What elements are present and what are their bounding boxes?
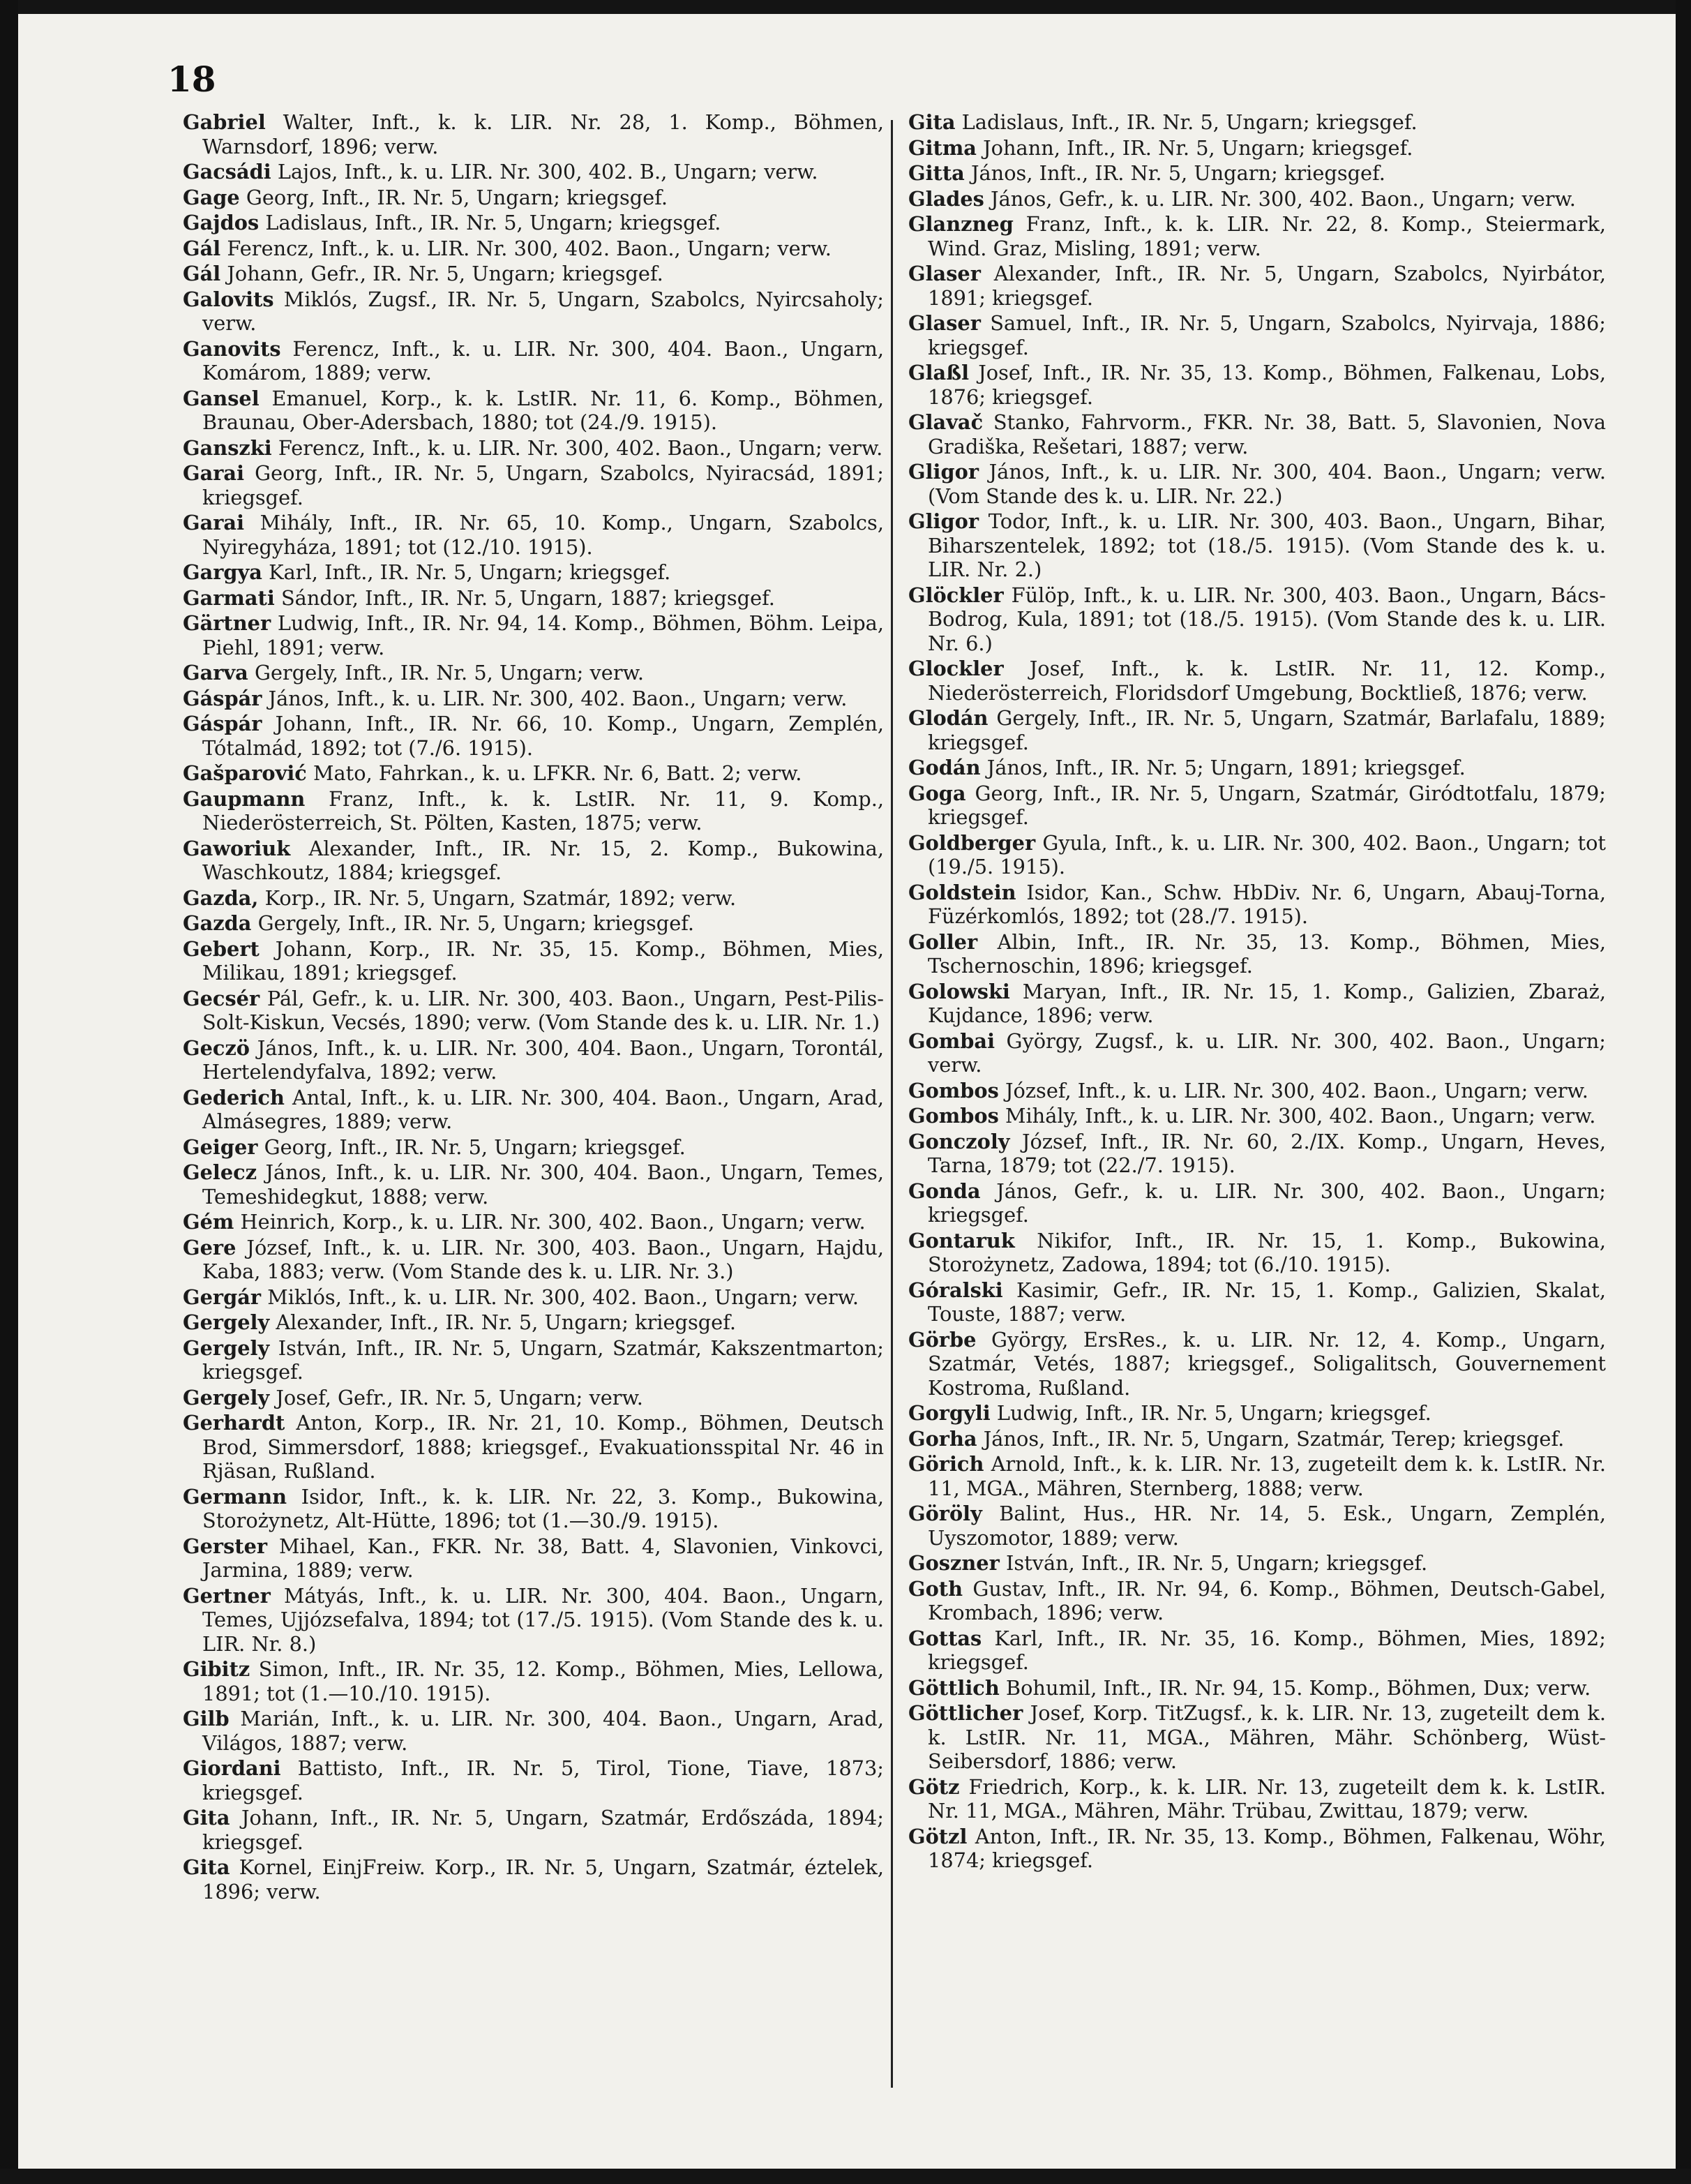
entry-surname: Gorha (908, 1426, 977, 1451)
entry-surname: Golowski (908, 979, 1010, 1003)
entry-surname: Gilb (183, 1707, 230, 1730)
entry-details: Miklós, Inft., k. u. LIR. Nr. 300, 402. Baon., Ungarn; verw. (267, 1285, 859, 1309)
entry-surname: Giordani (183, 1756, 281, 1780)
roster-entry (183, 787, 884, 835)
entry-details: Karl, Inft., IR. Nr. 5, Ungarn; kriegsgef. (269, 560, 671, 584)
right-column (908, 110, 1606, 1874)
entry-details: Isidor, Kan., Schw. HbDiv. Nr. 6, Ungarn, Abauj-Torna, Füzérkomlós, 1892; tot (28./7. 1915). (928, 880, 1606, 928)
entry-surname: Gál (183, 236, 221, 260)
entry-details: Maryan, Inft., IR. Nr. 15, 1. Komp., Galizien, Zbaraż, Kujdance, 1896; verw. (928, 979, 1606, 1027)
entry-details: János, Inft., IR. Nr. 5, Ungarn, Szatmár, Terep; kriegsgef. (983, 1426, 1565, 1451)
roster-entry (908, 187, 1606, 211)
roster-entry (908, 1130, 1606, 1178)
entry-surname: Goldstein (908, 880, 1016, 904)
entry-surname: Glavač (908, 410, 984, 434)
entry-surname: Gombos (908, 1078, 999, 1102)
roster-entry (908, 706, 1606, 754)
entry-details: Johann, Inft., IR. Nr. 5, Ungarn, Szatmár, Erdőszáda, 1894; kriegsgef. (202, 1806, 884, 1854)
entry-surname: Goldberger (908, 830, 1036, 855)
roster-entry (183, 1806, 884, 1854)
roster-entry (183, 262, 884, 286)
entry-surname: Gligor (908, 509, 979, 533)
entry-details: Korp., IR. Nr. 5, Ungarn, Szatmár, 1892; verw. (264, 885, 737, 910)
entry-details: Ferencz, Inft., k. u. LIR. Nr. 300, 402. Baon., Ungarn; verw. (278, 435, 883, 460)
entry-details: Alexander, Inft., IR. Nr. 15, 2. Komp., Bukowina, Waschkoutz, 1884; kriegsgef. (202, 836, 885, 884)
roster-entry (183, 1160, 884, 1209)
roster-entry (908, 410, 1606, 458)
entry-surname: Geczö (183, 1035, 250, 1060)
entry-details: Pál, Gefr., k. u. LIR. Nr. 300, 403. Baon., Ungarn, Pest-Pilis-Solt-Kiskun, Vecsés, 1890; verw. (Vom Stande des k. u. LIR. Nr. 1.) (202, 986, 885, 1034)
roster-entry (908, 831, 1606, 879)
entry-details: Karl, Inft., IR. Nr. 35, 16. Komp., Böhmen, Mies, 1892; kriegsgef. (928, 1626, 1607, 1674)
entry-surname: Glades (908, 186, 984, 211)
entry-surname: Ganszki (183, 435, 272, 460)
entry-surname: Glodán (908, 706, 989, 730)
entry-surname: Gitta (908, 161, 965, 185)
entry-details: Gergely, Inft., IR. Nr. 5, Ungarn; kriegsgef. (257, 911, 695, 935)
roster-entry (183, 1756, 884, 1804)
roster-entry (183, 1584, 884, 1656)
scan-border-bottom (0, 2169, 1691, 2184)
roster-entry (183, 687, 884, 711)
entry-details: Gergely, Inft., IR. Nr. 5, Ungarn; verw. (254, 661, 644, 685)
roster-entry (183, 987, 884, 1035)
entry-surname: Glöckler (908, 583, 1004, 607)
entry-details: Alexander, Inft., IR. Nr. 5, Ungarn; kriegsgef. (276, 1310, 737, 1334)
entry-surname: Gontaruk (908, 1228, 1015, 1252)
roster-entry (183, 712, 884, 760)
entry-surname: Gombos (908, 1104, 999, 1128)
entry-surname: Gaupmann (183, 786, 306, 811)
entry-surname: Görbe (908, 1327, 977, 1352)
entry-details: Johann, Gefr., IR. Nr. 5, Ungarn; kriegsgef. (227, 262, 663, 285)
roster-entry (183, 511, 884, 559)
roster-entry (183, 1707, 884, 1755)
roster-entry (908, 980, 1606, 1028)
entry-details: Marián, Inft., k. u. LIR. Nr. 300, 404. Baon., Ungarn, Arad, Világos, 1887; verw. (202, 1707, 884, 1755)
roster-entry (908, 110, 1606, 135)
roster-entry (908, 161, 1606, 186)
entry-surname: Gita (183, 1806, 230, 1830)
entry-surname: Gerhardt (183, 1411, 285, 1435)
entry-details: Georg, Inft., IR. Nr. 5, Ungarn; kriegsgef. (264, 1135, 686, 1159)
entry-details: János, Inft., k. u. LIR. Nr. 300, 404. Baon., Ungarn, Temes, Temeshidegkut, 1888; verw. (202, 1160, 884, 1209)
entry-details: Anton, Korp., IR. Nr. 21, 10. Komp., Böhmen, Deutsch Brod, Simmersdorf, 1888; kriegsgef., Evakuationsspital Nr. 46 in Rjäsan, Rußland. (202, 1411, 884, 1483)
roster-entry (183, 1336, 884, 1384)
roster-entry (908, 1577, 1606, 1625)
entry-details: Gergely, Inft., IR. Nr. 5, Ungarn, Szatmár, Barlafalu, 1889; kriegsgef. (928, 706, 1606, 754)
entry-surname: Gibitz (183, 1657, 250, 1681)
entry-surname: Godán (908, 756, 981, 779)
entry-surname: Göröly (908, 1502, 982, 1525)
entry-details: János, Gefr., k. u. LIR. Nr. 300, 402. Baon., Ungarn; kriegsgef. (928, 1179, 1606, 1227)
entry-surname: Gergely (183, 1385, 270, 1409)
roster-entry (908, 509, 1606, 582)
entry-details: János, Inft., k. u. LIR. Nr. 300, 402. Baon., Ungarn; verw. (268, 686, 848, 710)
entry-details: Franz, Inft., k. k. LIR. Nr. 22, 8. Komp., Steiermark, Wind. Graz, Misling, 1891; verw. (928, 212, 1606, 260)
entry-surname: Gergely (183, 1336, 270, 1360)
entry-details: István, Inft., IR. Nr. 5, Ungarn; kriegsgef. (1005, 1551, 1428, 1575)
roster-entry (908, 756, 1606, 780)
entry-surname: Ganovits (183, 336, 281, 361)
entry-surname: Gansel (183, 386, 260, 410)
entry-details: Josef, Korp. TitZugsf., k. k. LIR. Nr. 13, zugeteilt dem k. k. LstIR. Nr. 11, MGA., Mähren, Mähr. Schönberg, Wüst-Seibersdorf, 1886; verw. (928, 1701, 1606, 1773)
entry-surname: Götzl (908, 1824, 968, 1848)
entry-details: Heinrich, Korp., k. u. LIR. Nr. 300, 402. Baon., Ungarn; verw. (240, 1210, 866, 1234)
roster-entry (908, 212, 1606, 260)
entry-surname: Gajdos (183, 211, 260, 234)
entry-surname: Gere (183, 1235, 236, 1259)
roster-entry (183, 1236, 884, 1284)
roster-entry (908, 1278, 1606, 1326)
roster-entry (908, 657, 1606, 705)
entry-surname: Gebert (183, 936, 260, 961)
roster-entry (183, 1310, 884, 1335)
entry-details: Lajos, Inft., k. u. LIR. Nr. 300, 402. B., Ungarn; verw. (277, 160, 818, 184)
entry-surname: Gorgyli (908, 1401, 991, 1425)
entry-details: Mato, Fahrkan., k. u. LFKR. Nr. 6, Batt. 2; verw. (313, 761, 802, 785)
entry-details: Alexander, Inft., IR. Nr. 5, Ungarn, Szabolcs, Nyirbátor, 1891; kriegsgef. (928, 262, 1606, 310)
roster-entry (908, 1229, 1606, 1277)
entry-surname: Goth (908, 1576, 963, 1601)
roster-entry (183, 436, 884, 461)
entry-details: János, Inft., k. u. LIR. Nr. 300, 404. Baon., Ungarn, Torontál, Hertelendyfalva, 1892; verw. (202, 1035, 884, 1084)
roster-entry (183, 886, 884, 911)
entry-details: Todor, Inft., k. u. LIR. Nr. 300, 403. Baon., Ungarn, Bihar, Biharszentelek, 1892; tot (18./5. 1915). (Vom Stande des k. u. LIR. Nr. 2.) (928, 509, 1607, 581)
entry-surname: Gita (183, 1855, 230, 1879)
entry-details: Gustav, Inft., IR. Nr. 94, 6. Komp., Böhmen, Deutsch-Gabel, Krombach, 1896; verw. (928, 1576, 1606, 1624)
entry-surname: Gombai (908, 1029, 995, 1053)
entry-surname: Gage (183, 185, 240, 209)
roster-entry (908, 781, 1606, 830)
roster-entry (908, 1079, 1606, 1103)
entry-details: Georg, Inft., IR. Nr. 5, Ungarn, Szatmár, Giródtotfalu, 1879; kriegsgef. (928, 781, 1606, 829)
roster-entry (183, 911, 884, 936)
roster-entry (908, 1029, 1606, 1077)
entry-surname: Gáspár (183, 712, 262, 735)
entry-surname: Gligor (908, 460, 979, 484)
entry-details: Mihály, Inft., IR. Nr. 65, 10. Komp., Ungarn, Szabolcs, Nyiregyháza, 1891; tot (12./10. 1915). (202, 511, 884, 559)
roster-entry (183, 761, 884, 786)
roster-entry (183, 560, 884, 585)
entry-surname: Gašparović (183, 761, 307, 785)
entry-surname: Gergár (183, 1285, 262, 1309)
roster-entry (183, 237, 884, 261)
entry-details: Johann, Korp., IR. Nr. 35, 15. Komp., Böhmen, Mies, Milikau, 1891; kriegsgef. (202, 936, 884, 985)
entry-details: Josef, Inft., IR. Nr. 35, 13. Komp., Böhmen, Falkenau, Lobs, 1876; kriegsgef. (928, 361, 1606, 409)
roster-entry (183, 287, 884, 336)
roster-entry (908, 136, 1606, 160)
entry-surname: Glanzneg (908, 212, 1014, 236)
entry-details: Josef, Gefr., IR. Nr. 5, Ungarn; verw. (276, 1385, 643, 1409)
entry-details: Johann, Inft., IR. Nr. 66, 10. Komp., Ungarn, Zemplén, Tótalmád, 1892; tot (7./6. 1915). (202, 712, 885, 760)
entry-details: József, Inft., IR. Nr. 60, 2./IX. Komp., Ungarn, Heves, Tarna, 1879; tot (22./7. 1915). (928, 1129, 1606, 1177)
roster-entry (908, 1401, 1606, 1426)
roster-entry (183, 1411, 884, 1483)
roster-entry (908, 930, 1606, 978)
roster-entry (908, 1825, 1606, 1873)
entry-details: Franz, Inft., k. k. LstIR. Nr. 11, 9. Komp., Niederösterreich, St. Pölten, Kasten, 1875; verw. (202, 786, 885, 835)
entry-surname: Gazda (183, 911, 252, 935)
entry-surname: Glaßl (908, 361, 970, 384)
entry-details: Sándor, Inft., IR. Nr. 5, Ungarn, 1887; kriegsgef. (280, 585, 775, 610)
roster-entry (183, 1485, 884, 1533)
roster-entry (908, 1775, 1606, 1823)
entry-details: Ladislaus, Inft., IR. Nr. 5, Ungarn; kriegsgef. (961, 110, 1418, 134)
entry-surname: Garai (183, 461, 245, 485)
roster-entry (908, 361, 1606, 409)
entry-details: Ferencz, Inft., k. u. LIR. Nr. 300, 402. Baon., Ungarn; verw. (227, 236, 832, 260)
entry-surname: Galovits (183, 287, 274, 311)
entry-details: Samuel, Inft., IR. Nr. 5, Ungarn, Szabolcs, Nyirvaja, 1886; kriegsgef. (928, 311, 1607, 359)
entry-surname: Gacsádi (183, 160, 271, 184)
entry-surname: Gitma (908, 135, 977, 160)
entry-surname: Garva (183, 661, 248, 685)
entry-surname: Gazda, (183, 885, 259, 910)
roster-entry (908, 460, 1606, 508)
entry-surname: Gertner (183, 1583, 271, 1608)
page-number: 18 (167, 59, 216, 100)
roster-entry (908, 1701, 1606, 1774)
entry-details: Mihály, Inft., k. u. LIR. Nr. 300, 402. Baon., Ungarn; verw. (1005, 1104, 1596, 1128)
entry-details: János, Gefr., k. u. LIR. Nr. 300, 402. Baon., Ungarn; verw. (991, 186, 1576, 211)
entry-details: Isidor, Inft., k. k. LIR. Nr. 22, 3. Komp., Bukowina, Storożynetz, Alt-Hütte, 1896; tot (1.—30./9. 1915). (202, 1484, 884, 1532)
roster-entry (908, 1452, 1606, 1500)
scan-border-right (1676, 0, 1691, 2184)
roster-entry (183, 1135, 884, 1160)
entry-surname: Gederich (183, 1085, 285, 1109)
roster-entry (908, 1427, 1606, 1451)
roster-entry (183, 661, 884, 685)
entry-details: Ludwig, Inft., IR. Nr. 5, Ungarn; kriegsgef. (996, 1401, 1431, 1425)
entry-details: János, Inft., IR. Nr. 5, Ungarn; kriegsgef. (970, 161, 1385, 185)
entry-details: János, Inft., k. u. LIR. Nr. 300, 404. Baon., Ungarn; verw. (Vom Stande des k. u. LIR. Nr. 22.) (928, 460, 1606, 508)
entry-details: György, ErsRes., k. u. LIR. Nr. 12, 4. Komp., Ungarn, Szatmár, Vetés, 1887; kriegsgef., Soligalitsch, Gouvernement Kostroma, Rußland. (928, 1327, 1606, 1400)
entry-details: Ludwig, Inft., IR. Nr. 94, 14. Komp., Böhmen, Böhm. Leipa, Piehl, 1891; verw. (202, 611, 884, 659)
entry-details: István, Inft., IR. Nr. 5, Ungarn, Szatmár, Kakszentmarton; kriegsgef. (202, 1336, 885, 1384)
entry-details: Nikifor, Inft., IR. Nr. 15, 1. Komp., Bukowina, Storożynetz, Zadowa, 1894; tot (6./10. 1915). (928, 1228, 1607, 1276)
entry-details: Anton, Inft., IR. Nr. 35, 13. Komp., Böhmen, Falkenau, Wöhr, 1874; kriegsgef. (928, 1824, 1607, 1872)
roster-entry (908, 1104, 1606, 1128)
entry-surname: Götz (908, 1774, 960, 1799)
entry-details: Balint, Hus., HR. Nr. 14, 5. Esk., Ungarn, Zemplén, Uyszomotor, 1889; verw. (928, 1502, 1607, 1550)
entry-details: Walter, Inft., k. k. LIR. Nr. 28, 1. Komp., Böhmen, Warnsdorf, 1896; verw. (202, 110, 885, 158)
entry-details: Mihael, Kan., FKR. Nr. 38, Batt. 4, Slavonien, Vinkovci, Jarmina, 1889; verw. (202, 1534, 884, 1582)
roster-entry (183, 110, 884, 158)
scan-border-top (0, 0, 1691, 14)
entry-details: Fülöp, Inft., k. u. LIR. Nr. 300, 403. Baon., Ungarn, Bács-Bodrog, Kula, 1891; tot (18./5. 1915). (Vom Stande des k. u. LIR. Nr. 6.) (928, 583, 1607, 655)
roster-entry (183, 387, 884, 435)
entry-surname: Gáspár (183, 686, 262, 710)
entry-details: Bohumil, Inft., IR. Nr. 94, 15. Komp., Böhmen, Dux; verw. (1005, 1675, 1591, 1700)
scan-border-left (0, 0, 18, 2184)
entry-details: Friedrich, Korp., k. k. LIR. Nr. 13, zugeteilt dem k. k. LstIR. Nr. 11, MGA., Mähren, Mähr. Trübau, Zwittau, 1879; verw. (928, 1774, 1606, 1823)
entry-surname: Glaser (908, 311, 981, 335)
entry-details: György, Zugsf., k. u. LIR. Nr. 300, 402. Baon., Ungarn; verw. (928, 1029, 1607, 1077)
roster-entry (908, 583, 1606, 656)
roster-entry (183, 1657, 884, 1705)
entry-surname: Gecsér (183, 986, 260, 1010)
entry-surname: Gärtner (183, 611, 271, 635)
roster-entry (183, 1855, 884, 1903)
entry-surname: Gelecz (183, 1160, 257, 1184)
roster-entry (908, 1626, 1606, 1675)
entry-surname: Gargya (183, 560, 262, 584)
entry-details: Gyula, Inft., k. u. LIR. Nr. 300, 402. Baon., Ungarn; tot (19./5. 1915). (928, 830, 1607, 878)
entry-surname: Görich (908, 1452, 984, 1476)
entry-details: Georg, Inft., IR. Nr. 5, Ungarn, Szabolcs, Nyiracsád, 1891; kriegsgef. (202, 461, 884, 509)
entry-surname: Gabriel (183, 110, 266, 134)
entry-details: Stanko, Fahrvorm., FKR. Nr. 38, Batt. 5, Slavonien, Nova Gradiška, Rešetari, 1887; verw. (928, 410, 1607, 458)
entry-details: Mátyás, Inft., k. u. LIR. Nr. 300, 404. Baon., Ungarn, Temes, Ujjózsefalva, 1894; tot (17./5. 1915). (Vom Stande des k. u. LIR. Nr. 8.) (202, 1583, 885, 1656)
entry-surname: Goga (908, 781, 966, 805)
entry-details: Johann, Inft., IR. Nr. 5, Ungarn; kriegsgef. (983, 135, 1413, 160)
entry-surname: Gerster (183, 1534, 268, 1558)
entry-surname: Gottas (908, 1626, 982, 1650)
entry-details: Miklós, Zugsf., IR. Nr. 5, Ungarn, Szabolcs, Nyircsaholy; verw. (202, 287, 884, 335)
roster-entry (183, 1086, 884, 1134)
roster-entry (183, 1210, 884, 1234)
entry-surname: Gém (183, 1210, 234, 1234)
roster-entry (908, 1328, 1606, 1400)
entry-details: Albin, Inft., IR. Nr. 35, 13. Komp., Böhmen, Mies, Tschernoschin, 1896; kriegsgef. (928, 929, 1606, 978)
entry-surname: Gál (183, 262, 221, 285)
entry-details: Battisto, Inft., IR. Nr. 5, Tirol, Tione, Tiave, 1873; kriegsgef. (202, 1756, 884, 1804)
entry-details: Arnold, Inft., k. k. LIR. Nr. 13, zugeteilt dem k. k. LstIR. Nr. 11, MGA., Mähren, Sternberg, 1888; verw. (928, 1452, 1606, 1500)
entry-details: Ladislaus, Inft., IR. Nr. 5, Ungarn; kriegsgef. (265, 211, 721, 234)
roster-entry (183, 211, 884, 235)
roster-entry (183, 1285, 884, 1310)
roster-entry (908, 1502, 1606, 1550)
roster-entry (908, 1179, 1606, 1227)
roster-entry (908, 311, 1606, 359)
entry-surname: Göttlich (908, 1675, 1000, 1700)
entry-surname: Garai (183, 511, 245, 534)
roster-entry (183, 461, 884, 509)
entry-details: Emanuel, Korp., k. k. LstIR. Nr. 11, 6. Komp., Böhmen, Braunau, Ober-Adersbach, 1880; tot (24./9. 1915). (202, 386, 884, 434)
roster-entry (183, 837, 884, 885)
entry-surname: Germann (183, 1484, 287, 1509)
entry-surname: Glaser (908, 262, 981, 285)
entry-surname: Goszner (908, 1551, 1000, 1575)
roster-entry (908, 1551, 1606, 1576)
entry-details: József, Inft., k. u. LIR. Nr. 300, 402. Baon., Ungarn; verw. (1005, 1078, 1588, 1102)
entry-surname: Garmati (183, 585, 275, 610)
entry-surname: Gita (908, 110, 956, 134)
entry-surname: Góralski (908, 1278, 1003, 1302)
entry-details: Georg, Inft., IR. Nr. 5, Ungarn; kriegsgef. (246, 185, 668, 209)
entry-surname: Göttlicher (908, 1701, 1023, 1725)
roster-entry (183, 937, 884, 985)
entry-surname: Gergely (183, 1310, 270, 1334)
entry-surname: Glockler (908, 657, 1004, 680)
roster-entry (183, 160, 884, 184)
entry-surname: Gonda (908, 1179, 981, 1203)
roster-entry (183, 1534, 884, 1583)
entry-details: Kasimir, Gefr., IR. Nr. 15, 1. Komp., Galizien, Skalat, Touste, 1887; verw. (928, 1278, 1606, 1326)
roster-entry (908, 262, 1606, 310)
entry-details: Antal, Inft., k. u. LIR. Nr. 300, 404. Baon., Ungarn, Arad, Almásegres, 1889; verw. (202, 1085, 884, 1133)
entry-details: Kornel, EinjFreiw. Korp., IR. Nr. 5, Ungarn, Szatmár, éztelek, 1896; verw. (202, 1855, 884, 1903)
entry-details: János, Inft., IR. Nr. 5; Ungarn, 1891; kriegsgef. (986, 756, 1466, 779)
entry-details: Simon, Inft., IR. Nr. 35, 12. Komp., Böhmen, Mies, Lellowa, 1891; tot (1.—10./10. 1915). (202, 1657, 884, 1705)
roster-entry (183, 1386, 884, 1410)
roster-entry (183, 611, 884, 659)
roster-entry (183, 186, 884, 210)
roster-entry (908, 881, 1606, 929)
roster-entry (183, 1036, 884, 1084)
column-divider (891, 120, 893, 2088)
roster-entry (183, 337, 884, 385)
entry-surname: Goller (908, 929, 978, 954)
left-column (183, 110, 884, 1905)
entry-details: Josef, Inft., k. k. LstIR. Nr. 11, 12. Komp., Niederösterreich, Floridsdorf Umgebung, Bocktließ, 1876; verw. (928, 657, 1606, 705)
entry-details: Ferencz, Inft., k. u. LIR. Nr. 300, 404. Baon., Ungarn, Komárom, 1889; verw. (202, 336, 884, 384)
entry-surname: Geiger (183, 1135, 258, 1159)
entry-surname: Gonczoly (908, 1129, 1010, 1153)
entry-details: József, Inft., k. u. LIR. Nr. 300, 403. Baon., Ungarn, Hajdu, Kaba, 1883; verw. (Vom Stande des k. u. LIR. Nr. 3.) (202, 1235, 885, 1283)
roster-entry (908, 1676, 1606, 1700)
roster-entry (183, 586, 884, 611)
entry-surname: Gaworiuk (183, 836, 291, 860)
